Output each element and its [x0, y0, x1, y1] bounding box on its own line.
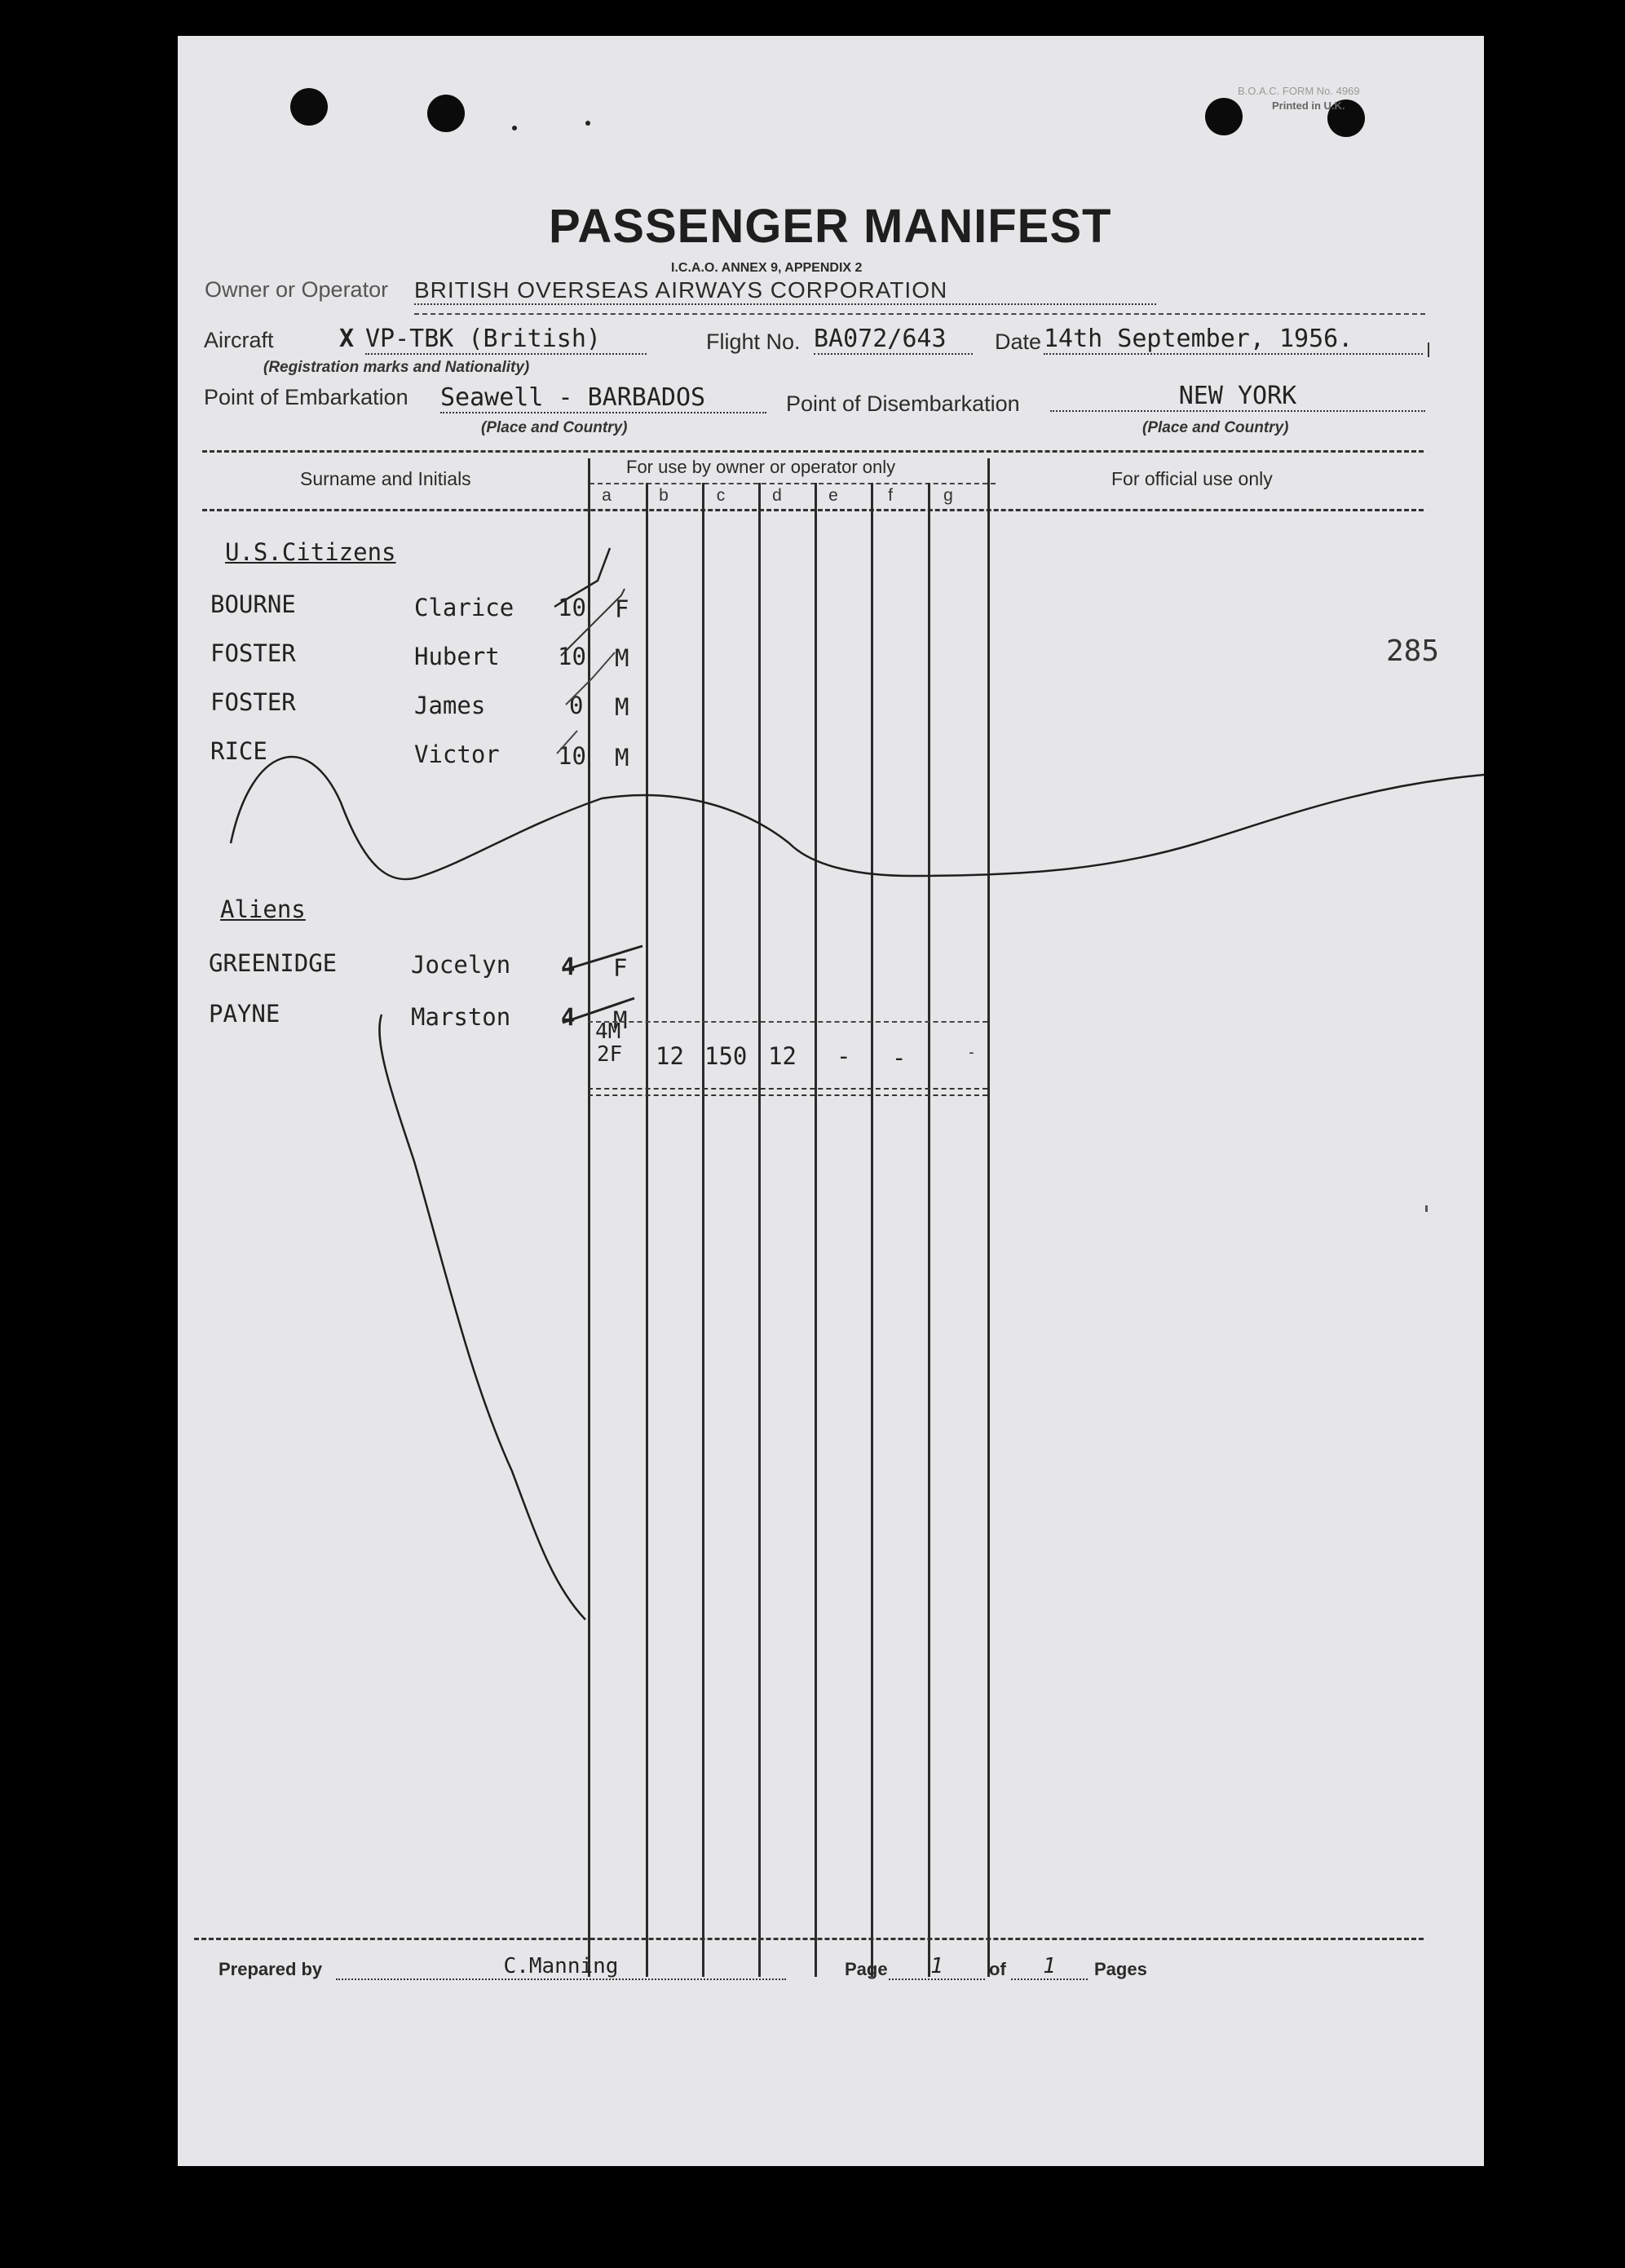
aircraft-note: (Registration marks and Nationality)	[263, 359, 530, 376]
column-letter-a: a	[602, 486, 612, 505]
manifest-sheet	[178, 36, 1484, 2166]
column-letter-d: d	[772, 486, 782, 505]
column-a: 10	[558, 643, 586, 670]
official-column-header: For official use only	[1111, 468, 1273, 489]
column-a: 4	[561, 1003, 576, 1031]
disembarkation-note: (Place and Country)	[1142, 419, 1289, 436]
total-d: 12	[768, 1042, 797, 1070]
of-label: of	[989, 1959, 1006, 1979]
printed-in: Printed in U.K.	[1272, 99, 1345, 112]
given-name: James	[414, 692, 486, 719]
flight-label: Flight No.	[706, 329, 801, 354]
aircraft-label: Aircraft	[204, 328, 274, 352]
column-letter-b: b	[659, 486, 669, 505]
sex: F	[613, 954, 628, 982]
given-name: Marston	[411, 1003, 511, 1031]
official-number: 285	[1386, 634, 1440, 668]
surname: BOURNE	[210, 590, 296, 618]
sex: M	[615, 744, 629, 771]
column-a: 0	[569, 692, 584, 719]
page-title: PASSENGER MANIFEST	[549, 200, 1112, 253]
page-value: 1	[889, 1954, 985, 1980]
owner-value: BRITISH OVERSEAS AIRWAYS CORPORATION	[414, 277, 1156, 305]
check-mark	[557, 731, 577, 754]
total-g: -	[967, 1044, 976, 1061]
check-mark	[554, 548, 610, 607]
prepared-label: Prepared by	[219, 1959, 323, 1979]
prepared-value: C.Manning	[336, 1954, 786, 1980]
given-name: Hubert	[414, 643, 500, 670]
column-a: 4	[561, 953, 576, 980]
sex: M	[613, 1006, 628, 1034]
cross-out-stroke	[563, 946, 642, 970]
surname: PAYNE	[209, 1000, 280, 1028]
surname: FOSTER	[210, 639, 296, 667]
column-letter-f: f	[888, 486, 893, 505]
pencil-scrawls	[178, 36, 1484, 2166]
aircraft-value: VP-TBK (British)	[365, 325, 647, 355]
column-letter-g: g	[943, 486, 953, 505]
date-label: Date	[995, 329, 1042, 354]
given-name: Victor	[414, 741, 500, 768]
aircraft-strike-mark: X	[339, 325, 355, 353]
column-a: 10	[558, 594, 586, 621]
sex: F	[615, 595, 629, 623]
long-pencil-stroke	[379, 1015, 585, 1620]
surname: FOSTER	[210, 688, 296, 716]
page-label: Page	[845, 1959, 888, 1979]
total-f: -	[892, 1044, 907, 1072]
sex: M	[615, 693, 629, 721]
owner-columns-header: For use by owner or operator only	[626, 457, 896, 477]
surname: RICE	[210, 737, 267, 765]
section-heading-us: U.S.Citizens	[225, 538, 396, 566]
column-letter-e: e	[828, 486, 838, 505]
disembarkation-label: Point of Disembarkation	[786, 391, 1020, 416]
flight-value: BA072/643	[814, 325, 973, 355]
surname: GREENIDGE	[209, 949, 338, 977]
total-females: 2F	[597, 1042, 623, 1067]
total-males: 4M	[595, 1019, 621, 1044]
pages-label: Pages	[1094, 1959, 1147, 1979]
embarkation-value: Seawell - BARBADOS	[440, 383, 766, 413]
cross-out-stroke	[563, 998, 634, 1023]
sex: M	[615, 644, 629, 672]
name-column-header: Surname and Initials	[300, 468, 471, 489]
check-mark	[561, 589, 625, 656]
total-e: -	[837, 1042, 851, 1070]
wavy-line	[231, 757, 1484, 879]
disembarkation-value: NEW YORK	[1050, 382, 1425, 412]
total-c: 150	[704, 1042, 748, 1070]
date-value: 14th September, 1956.	[1044, 325, 1423, 355]
given-name: Jocelyn	[411, 951, 511, 979]
section-heading-aliens: Aliens	[220, 895, 306, 923]
form-code: B.O.A.C. FORM No. 4969	[1238, 85, 1360, 97]
subtitle: I.C.A.O. ANNEX 9, APPENDIX 2	[671, 261, 863, 275]
column-letter-c: c	[716, 486, 726, 505]
of-value: 1	[1011, 1954, 1088, 1980]
total-b: 12	[656, 1042, 684, 1070]
check-mark	[566, 652, 615, 705]
given-name: Clarice	[414, 594, 514, 621]
owner-label: Owner or Operator	[205, 277, 389, 302]
embarkation-note: (Place and Country)	[481, 419, 628, 436]
column-a: 10	[558, 742, 586, 770]
embarkation-label: Point of Embarkation	[204, 385, 408, 409]
